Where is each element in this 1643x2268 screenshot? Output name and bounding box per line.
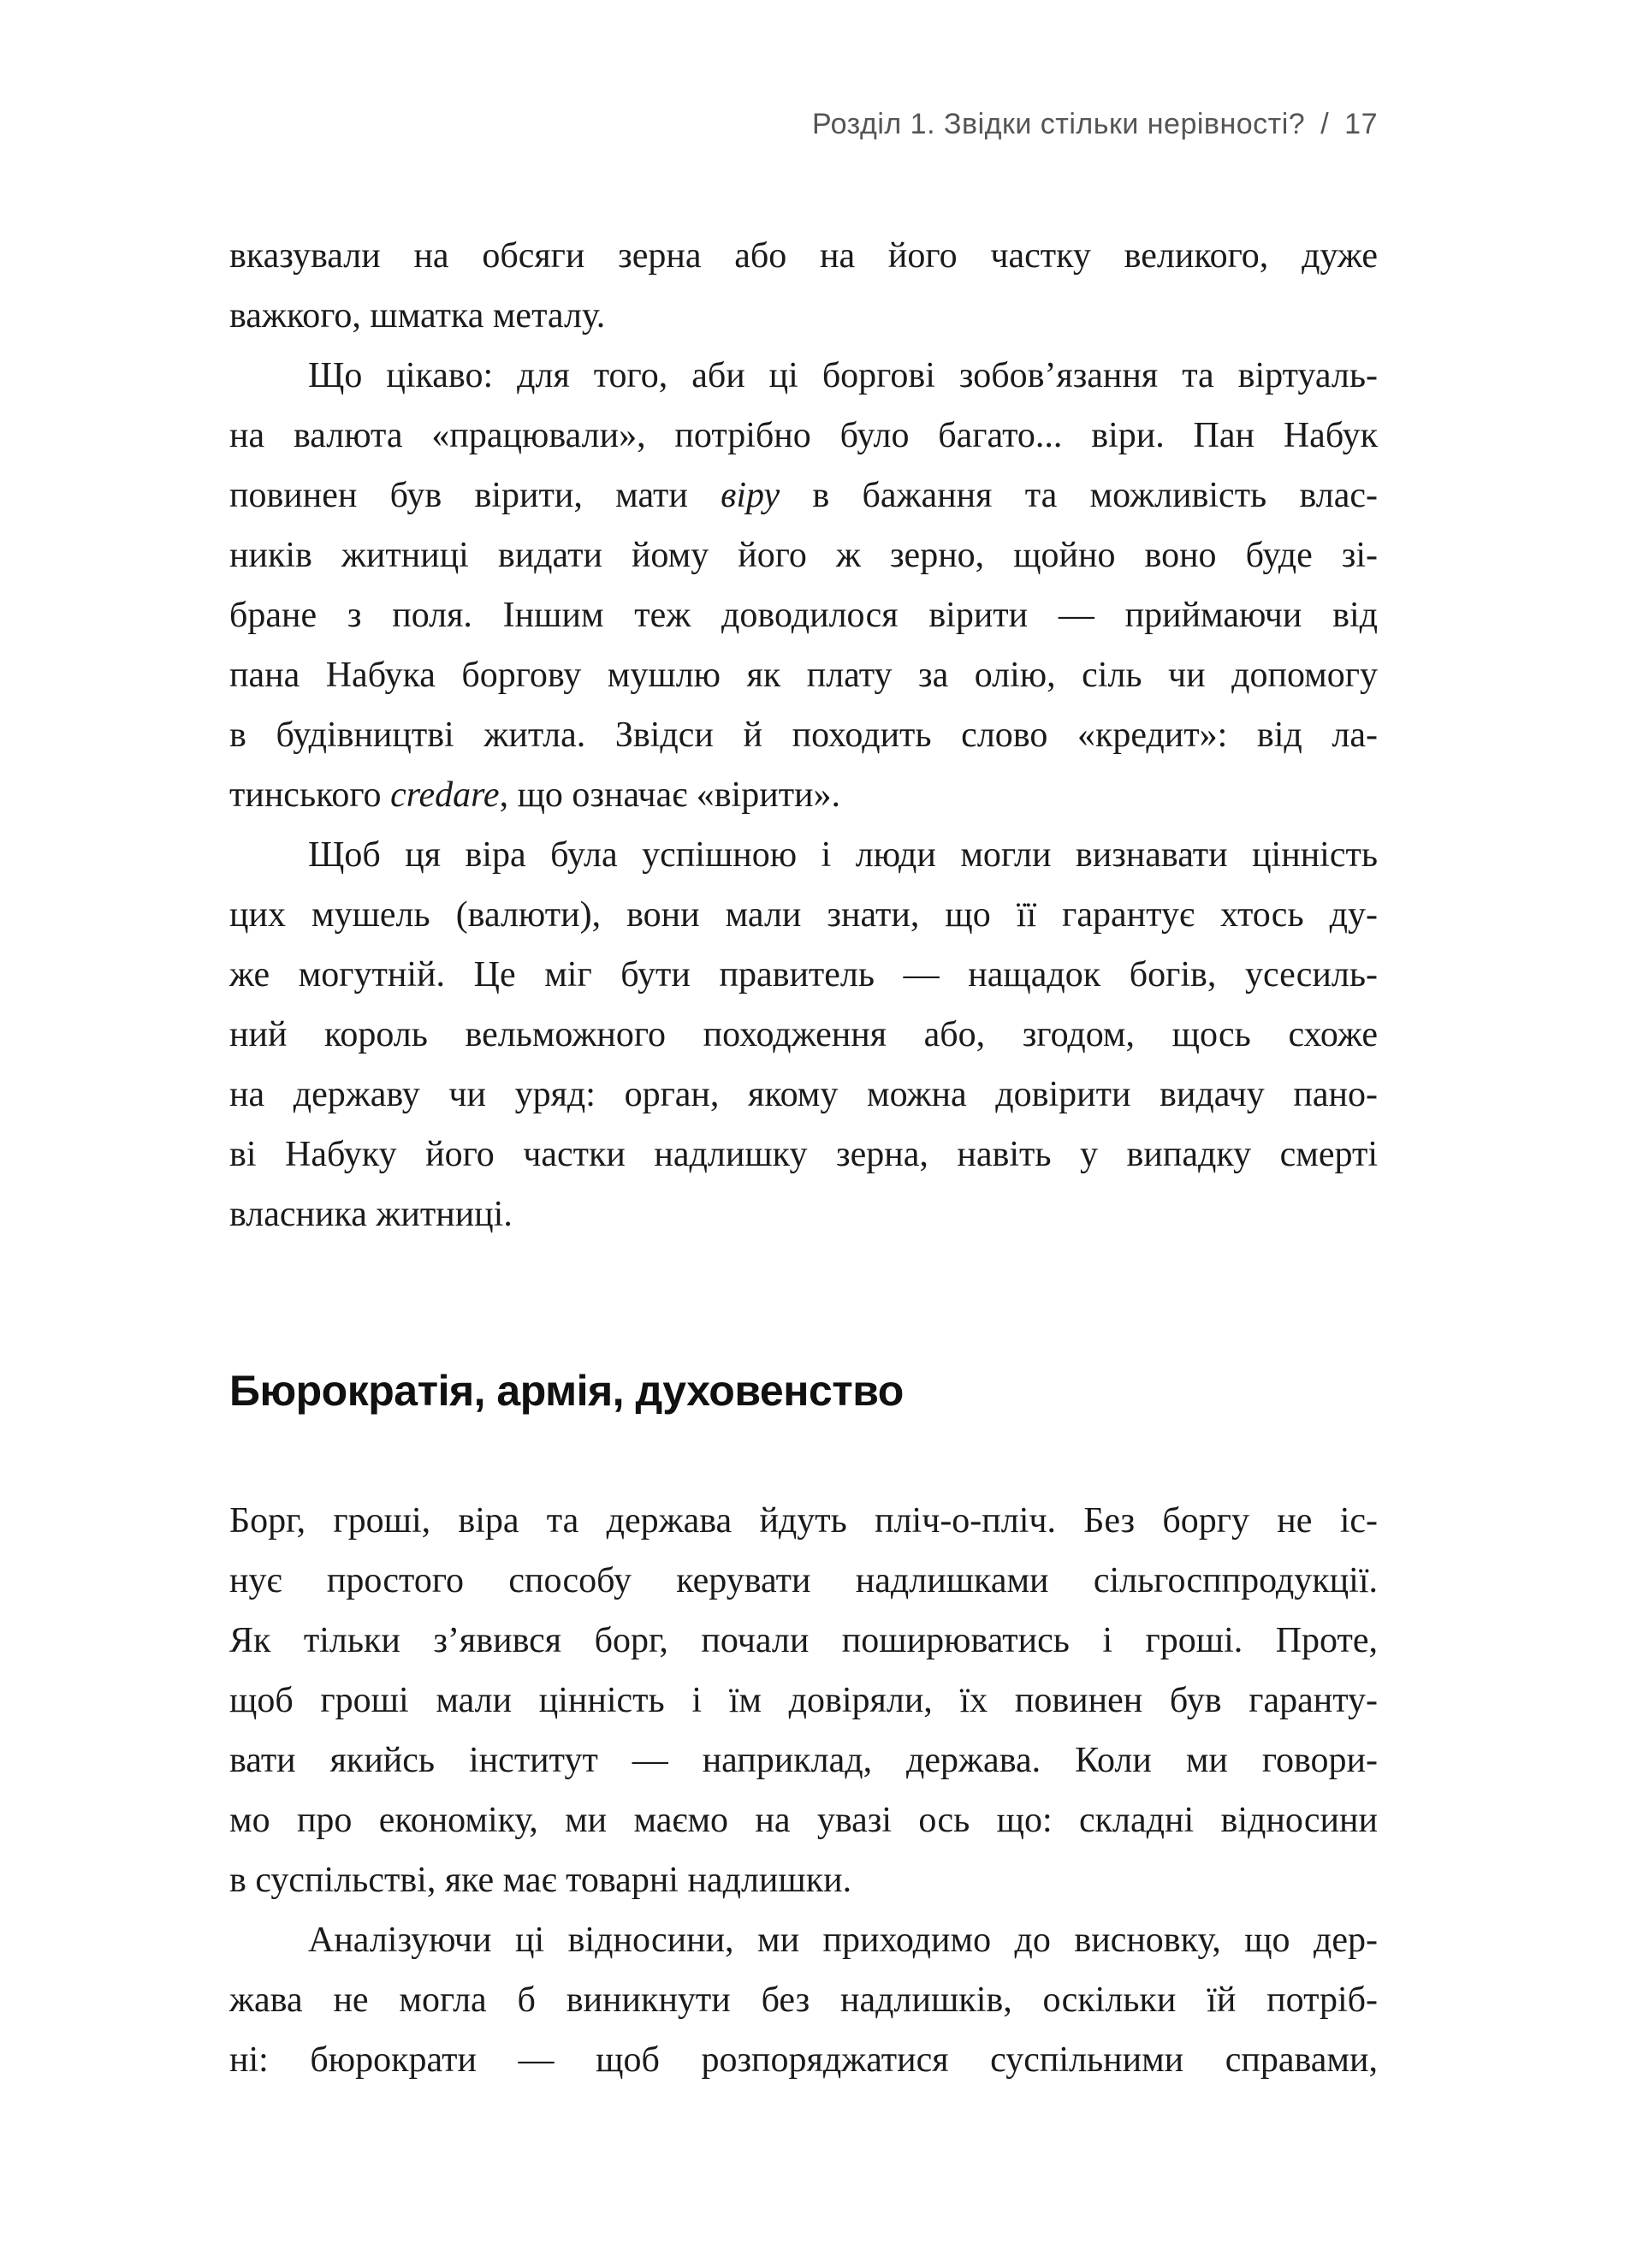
text-line: же могутній. Це міг бути правитель — нащадок богів, усесиль- — [229, 955, 1378, 994]
text-line: жава не могла б виникнути без надлишків, оскільки їй потріб- — [229, 1980, 1378, 2020]
paragraph — [229, 1910, 1378, 2090]
text-line: власника житниці. — [229, 1195, 513, 1234]
text-line: ників житниці видати йому його ж зерно, щойно воно буде зі- — [229, 536, 1378, 575]
text-run: , що означає «вірити». — [499, 775, 841, 815]
text-line: Що цікаво: для того, аби ці боргові зобов’язання та віртуаль- — [308, 356, 1378, 395]
text-line: Аналізуючи ці відносини, ми приходимо до висновку, що дер- — [308, 1921, 1378, 1960]
text-line: в будівництві житла. Звідси й походить слово «кредит»: від ла- — [229, 715, 1378, 755]
text-line: на валюта «працювали», потрібно було багато... віри. Пан Набук — [229, 416, 1378, 455]
italic-text: credare — [390, 775, 500, 815]
chapter-title: Розділ 1. Звідки стільки нерівності? — [811, 108, 1306, 140]
paragraph — [229, 346, 1378, 825]
running-header — [812, 108, 1378, 141]
text-line: Борг, гроші, віра та держава йдуть пліч-о-пліч. Без боргу не іс- — [229, 1501, 1378, 1541]
italic-text: віру — [721, 476, 780, 515]
header-separator: / — [1320, 108, 1330, 140]
section-body-1 — [229, 226, 1378, 1244]
text-line: в суспільстві, яке має товарні надлишки. — [229, 1861, 852, 1900]
section-body-2 — [229, 1491, 1378, 2090]
section-heading: Бюрократія, армія, духовенство — [229, 1367, 904, 1415]
text-line: Щоб ця віра була успішною і люди могли визнавати цінність — [308, 835, 1378, 875]
text-line: бране з поля. Іншим теж доводилося вірити — приймаючи від — [229, 596, 1378, 635]
text-line: важкого, шматка металу. — [229, 296, 606, 335]
text-run: тинського — [229, 775, 391, 815]
text-line: цих мушель (валюти), вони мали знати, що її гарантує хтось ду- — [229, 895, 1378, 935]
text-line — [229, 466, 1378, 525]
text-line: вказували на обсяги зерна або на його частку великого, дуже — [229, 236, 1378, 276]
text-run: повинен був вірити, мати — [229, 476, 721, 515]
text-line: щоб гроші мали цінність і їм довіряли, їх повинен був гаранту- — [229, 1681, 1378, 1720]
page-number: 17 — [1344, 108, 1378, 140]
text-line: ві Набуку його частки надлишку зерна, навіть у випадку смерті — [229, 1135, 1378, 1174]
text-line: пана Набука боргову мушлю як плату за олію, сіль чи допомогу — [229, 656, 1378, 695]
paragraph — [229, 226, 1378, 346]
text-line: на державу чи уряд: орган, якому можна довірити видачу пано- — [229, 1075, 1378, 1114]
text-line — [229, 765, 1378, 825]
text-line: вати якийсь інститут — наприклад, держава. Коли ми говори- — [229, 1741, 1378, 1780]
text-line: нує простого способу керувати надлишками сільгосппродукції. — [229, 1561, 1378, 1600]
paragraph — [229, 1491, 1378, 1910]
paragraph — [229, 825, 1378, 1244]
text-run: в бажання та можливість влас- — [780, 476, 1378, 515]
text-line: ний король вельможного походження або, згодом, щось схоже — [229, 1015, 1378, 1054]
text-line: мо про економіку, ми маємо на увазі ось що: складні відносини — [229, 1801, 1378, 1840]
text-line: ні: бюрократи — щоб розпоряджатися суспільними справами, — [229, 2040, 1378, 2080]
text-line: Як тільки з’явився борг, почали поширюватись і гроші. Проте, — [229, 1621, 1378, 1660]
